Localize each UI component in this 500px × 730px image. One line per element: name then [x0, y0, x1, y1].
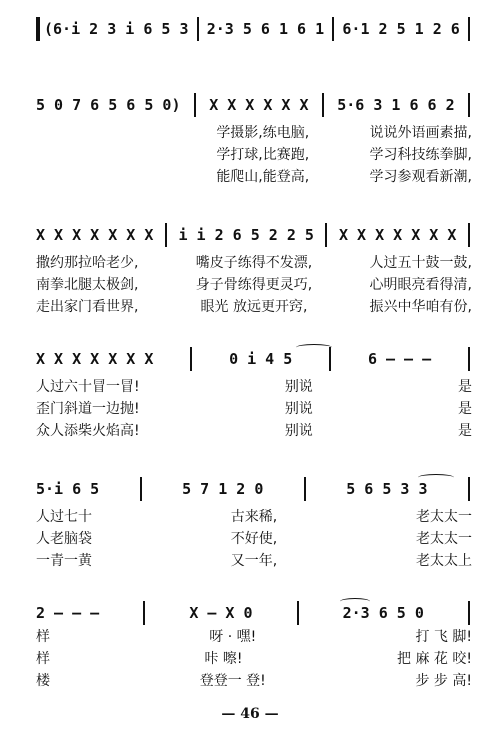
barline: [468, 17, 470, 41]
notation-line: [36, 476, 472, 502]
lyric-line-2: 歪门斜道一边抛! 别说 是: [36, 401, 472, 417]
barline: [468, 601, 470, 625]
measure-group: X X X X X X X: [36, 226, 154, 244]
lyric-line-1: 人过七十 古来稀, 老太太一: [36, 509, 472, 525]
barline: [468, 93, 470, 117]
barline: [143, 601, 145, 625]
notation-line: [36, 92, 472, 118]
barline: [322, 93, 324, 117]
measure-group: 6·1 2 5 1 2 6: [342, 20, 460, 38]
measure-group: (6·i 2 3 i 6 5 3: [44, 20, 189, 38]
lyric-line-2: 南拳北腿太极剑, 身子骨练得更灵巧, 心明眼亮看得清,: [36, 277, 472, 293]
measure-group: X — X 0: [189, 604, 253, 622]
barline: [468, 223, 470, 247]
measure-group: 5 6 5 3 3: [346, 480, 428, 498]
lyric-line-2: 学打球,比赛跑, 学习科技练拳脚,: [216, 147, 472, 163]
lyric-line-3: 能爬山,能登高, 学习参观看新潮,: [216, 169, 472, 185]
measure-group: 0 i 4 5: [229, 350, 293, 368]
barline: [297, 601, 299, 625]
barline: [304, 477, 306, 501]
slur-mark: [340, 598, 370, 605]
lyric-line-2: 人老脑袋 不好使, 老太太一: [36, 531, 472, 547]
measure-group: X X X X X X: [209, 96, 309, 114]
lyric-line-3: 一青一黄 又一年, 老太太上: [36, 553, 472, 569]
slur-mark: [296, 344, 332, 351]
lyric-line-3: 楼 登登一 登! 步 步 高!: [36, 673, 472, 689]
measure-group: X X X X X X X: [339, 226, 457, 244]
barline: [140, 477, 142, 501]
lyric-line-3: 众人添柴火焰高! 别说 是: [36, 423, 472, 439]
measure-group: 5·6 3 1 6 6 2: [337, 96, 455, 114]
measure-group: 5 0 7 6 5 6 5 0): [36, 96, 181, 114]
barline: [325, 223, 327, 247]
measure-group: 2·3 5 6 1 6 1: [206, 20, 325, 38]
lyric-line-1: 撒约那拉哈老少, 嘴皮子练得不发漂, 人过五十鼓一鼓,: [36, 255, 472, 271]
measure-group: i i 2 6 5 2 2 5: [178, 226, 314, 244]
repeat-start-barline: [36, 17, 40, 41]
lyric-line-1: 样 呀 · 嘿! 打 飞 脚!: [36, 629, 472, 645]
lyric-line-2: 样 咔 嚓! 把 麻 花 咬!: [36, 651, 472, 667]
notation-line: [36, 16, 472, 42]
barline: [332, 17, 334, 41]
notation-line: [36, 222, 472, 248]
barline: [194, 93, 196, 117]
measure-group: 5·i 6 5: [36, 480, 100, 498]
slur-mark: [418, 474, 454, 481]
measure-group: X X X X X X X: [36, 350, 154, 368]
barline: [190, 347, 192, 371]
barline: [468, 477, 470, 501]
lyric-line-1: 人过六十冒一冒! 别说 是: [36, 379, 472, 395]
measure-group: 2 — — —: [36, 604, 100, 622]
notation-line: [36, 600, 472, 626]
lyric-line-3: 走出家门看世界, 眼光 放远更开窍, 振兴中华咱有份,: [36, 299, 472, 315]
page-number: — 46 —: [221, 706, 279, 722]
measure-group: 6 — — —: [367, 350, 432, 368]
measure-group: 5 7 1 2 0: [182, 480, 264, 498]
barline: [165, 223, 167, 247]
notation-line: [36, 346, 472, 372]
measure-group: 2·3 6 5 0: [342, 604, 424, 622]
barline: [468, 347, 470, 371]
barline: [197, 17, 199, 41]
lyric-line-1: 学摄影,练电脑, 说说外语画素描,: [216, 125, 472, 141]
